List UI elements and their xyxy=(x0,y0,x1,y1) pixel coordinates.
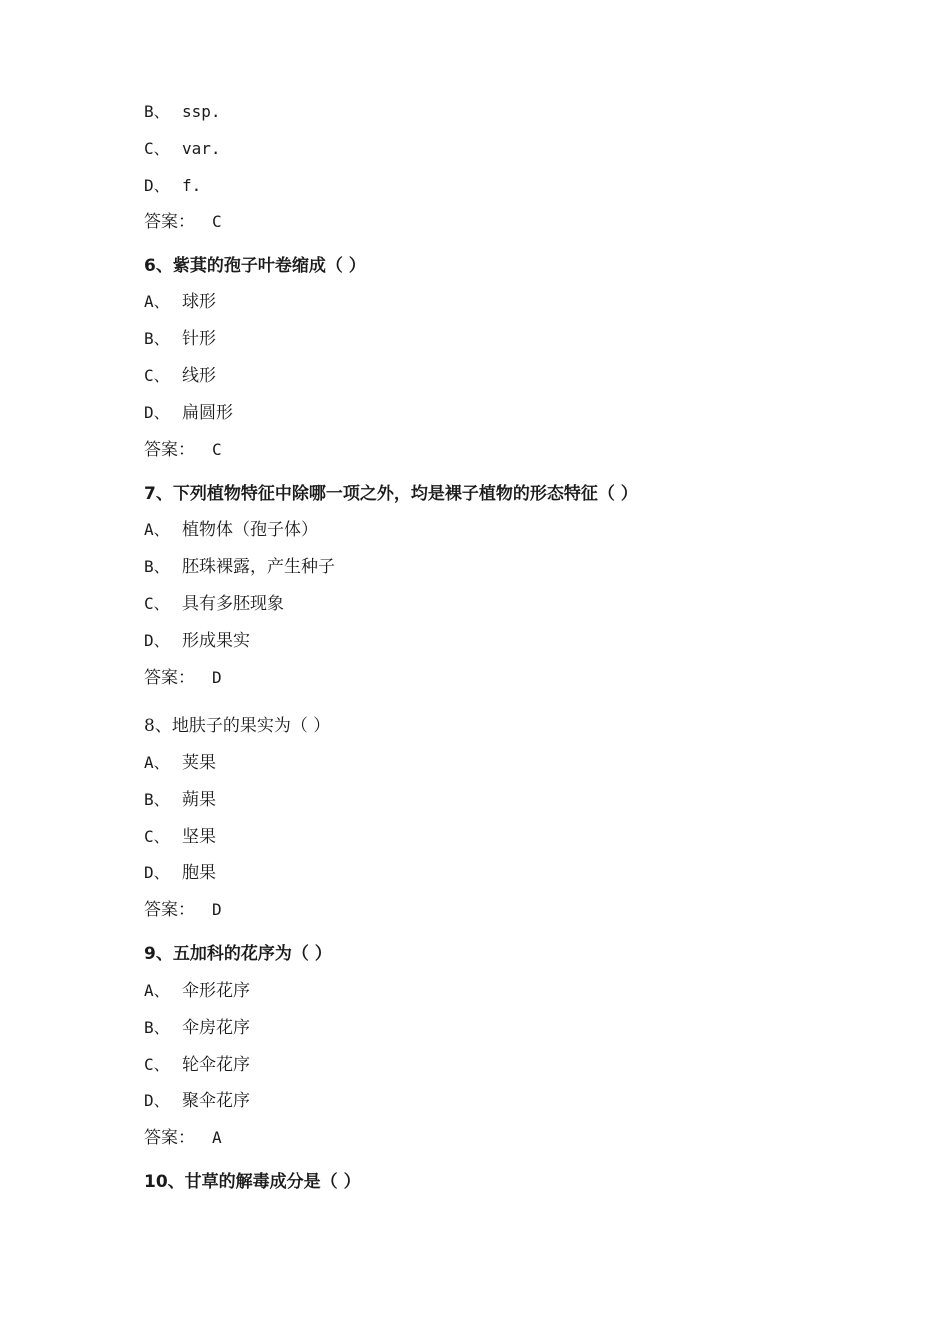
option-letter: D、 xyxy=(144,176,170,195)
option-letter: D、 xyxy=(144,403,170,422)
option-text: f. xyxy=(182,176,202,195)
option-text: 坚果 xyxy=(182,827,216,847)
answer-label: 答案： xyxy=(144,900,195,920)
q7-title: 7、下列植物特征中除哪一项之外，均是裸子植物的形态特征（ ） xyxy=(144,484,638,504)
answer-value: D xyxy=(212,668,222,687)
option-text: 蒴果 xyxy=(182,790,216,810)
option-letter: B、 xyxy=(144,557,170,576)
option-text: 轮伞花序 xyxy=(182,1055,250,1075)
answer-value: C xyxy=(212,212,222,231)
option-text: 线形 xyxy=(182,366,216,386)
answer-label: 答案： xyxy=(144,212,195,232)
option-text: 伞形花序 xyxy=(182,981,250,1001)
option-text: 植物体（孢子体） xyxy=(182,520,318,540)
q5-option-b xyxy=(144,101,221,123)
option-letter: C、 xyxy=(144,139,170,158)
q7-answer xyxy=(144,667,222,689)
option-text: 聚伞花序 xyxy=(182,1091,250,1111)
option-text: 胞果 xyxy=(182,863,216,883)
option-letter: D、 xyxy=(144,1091,170,1110)
answer-value: C xyxy=(212,440,222,459)
option-letter: A、 xyxy=(144,753,170,772)
q5-option-c xyxy=(144,138,221,160)
q9-answer xyxy=(144,1127,222,1149)
answer-label: 答案： xyxy=(144,668,195,688)
option-text: 具有多胚现象 xyxy=(182,594,284,614)
q8-option-d xyxy=(144,862,216,884)
q8-option-a xyxy=(144,752,216,774)
q6-option-d xyxy=(144,402,233,424)
option-text: ssp. xyxy=(182,102,221,121)
q8-title: 8、地肤子的果实为（ ） xyxy=(144,716,331,736)
option-text: 形成果实 xyxy=(182,631,250,651)
option-text: 荚果 xyxy=(182,753,216,773)
q9-option-a xyxy=(144,980,250,1002)
q7-option-d xyxy=(144,630,250,652)
option-letter: C、 xyxy=(144,827,170,846)
q6-option-c xyxy=(144,365,216,387)
q5-answer xyxy=(144,211,222,233)
q9-option-b xyxy=(144,1017,250,1039)
option-letter: C、 xyxy=(144,366,170,385)
q6-title: 6、紫萁的孢子叶卷缩成（ ） xyxy=(144,256,366,276)
q7-option-c xyxy=(144,593,284,615)
option-text: 针形 xyxy=(182,329,216,349)
q7-option-b xyxy=(144,556,335,578)
q9-option-d xyxy=(144,1090,250,1112)
option-text: 球形 xyxy=(182,292,216,312)
q6-option-b xyxy=(144,328,216,350)
option-letter: C、 xyxy=(144,594,170,613)
option-letter: A、 xyxy=(144,520,170,539)
q6-option-a xyxy=(144,291,216,313)
answer-value: D xyxy=(212,900,222,919)
option-letter: A、 xyxy=(144,981,170,1000)
answer-value: A xyxy=(212,1128,222,1147)
option-letter: B、 xyxy=(144,329,170,348)
answer-label: 答案： xyxy=(144,440,195,460)
option-letter: B、 xyxy=(144,790,170,809)
q6-answer xyxy=(144,439,222,461)
answer-label: 答案： xyxy=(144,1128,195,1148)
option-text: 扁圆形 xyxy=(182,403,233,423)
option-text: var. xyxy=(182,139,221,158)
q5-option-d xyxy=(144,175,201,197)
option-letter: A、 xyxy=(144,292,170,311)
option-letter: B、 xyxy=(144,102,170,121)
q8-option-b xyxy=(144,789,216,811)
q7-option-a xyxy=(144,519,318,541)
option-text: 伞房花序 xyxy=(182,1018,250,1038)
option-letter: B、 xyxy=(144,1018,170,1037)
option-letter: D、 xyxy=(144,631,170,650)
option-letter: C、 xyxy=(144,1055,170,1074)
q8-option-c xyxy=(144,826,216,848)
q9-title: 9、五加科的花序为（ ） xyxy=(144,944,332,964)
q10-title: 10、甘草的解毒成分是（ ） xyxy=(144,1172,361,1192)
q8-answer xyxy=(144,899,222,921)
option-text: 胚珠裸露，产生种子 xyxy=(182,557,335,577)
q9-option-c xyxy=(144,1054,250,1076)
option-letter: D、 xyxy=(144,863,170,882)
